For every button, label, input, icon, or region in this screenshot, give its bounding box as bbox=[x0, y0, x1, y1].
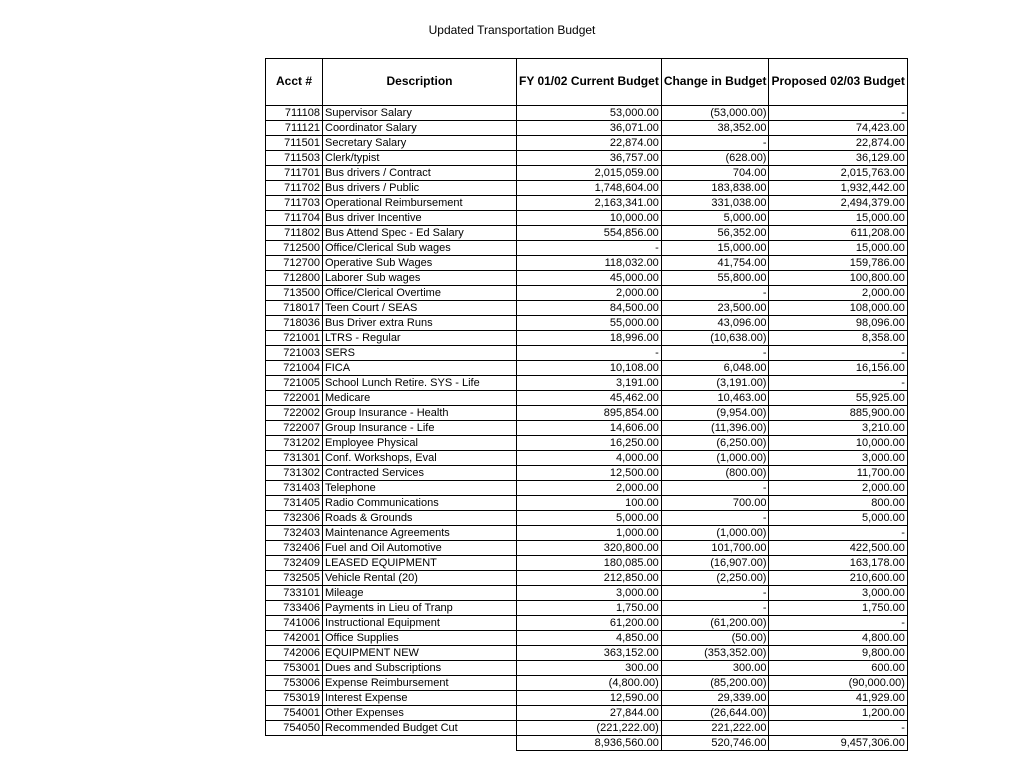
description-cell: SERS bbox=[323, 346, 517, 361]
description-cell: Office Supplies bbox=[323, 631, 517, 646]
acct-cell: 753006 bbox=[266, 676, 323, 691]
current-budget-cell: 18,996.00 bbox=[517, 331, 662, 346]
current-budget-cell: 10,108.00 bbox=[517, 361, 662, 376]
table-row bbox=[266, 316, 908, 331]
acct-cell: 712700 bbox=[266, 256, 323, 271]
proposed-budget-cell: 2,015,763.00 bbox=[769, 166, 907, 181]
table-row bbox=[266, 676, 908, 691]
totals-row bbox=[266, 736, 908, 751]
change-in-budget-cell: (628.00) bbox=[661, 151, 769, 166]
table-row bbox=[266, 361, 908, 376]
proposed-budget-cell: 3,210.00 bbox=[769, 421, 907, 436]
proposed-budget-cell: 10,000.00 bbox=[769, 436, 907, 451]
acct-cell: 731301 bbox=[266, 451, 323, 466]
current-budget-cell: 16,250.00 bbox=[517, 436, 662, 451]
change-in-budget-cell: 38,352.00 bbox=[661, 121, 769, 136]
current-budget-cell: 300.00 bbox=[517, 661, 662, 676]
proposed-budget-cell: 5,000.00 bbox=[769, 511, 907, 526]
table-row bbox=[266, 181, 908, 196]
change-in-budget-cell: (800.00) bbox=[661, 466, 769, 481]
table-row bbox=[266, 601, 908, 616]
table-row bbox=[266, 376, 908, 391]
acct-cell: 722001 bbox=[266, 391, 323, 406]
change-in-budget-cell: 55,800.00 bbox=[661, 271, 769, 286]
change-in-budget-cell: 23,500.00 bbox=[661, 301, 769, 316]
change-in-budget-cell: 700.00 bbox=[661, 496, 769, 511]
header-description: Description bbox=[323, 59, 517, 106]
change-in-budget-cell: - bbox=[661, 346, 769, 361]
table-row bbox=[266, 661, 908, 676]
description-cell: Other Expenses bbox=[323, 706, 517, 721]
table-row bbox=[266, 151, 908, 166]
acct-cell: 721004 bbox=[266, 361, 323, 376]
acct-cell: 731405 bbox=[266, 496, 323, 511]
description-cell: Clerk/typist bbox=[323, 151, 517, 166]
description-cell: Telephone bbox=[323, 481, 517, 496]
change-in-budget-cell: (2,250.00) bbox=[661, 571, 769, 586]
acct-cell: 733406 bbox=[266, 601, 323, 616]
proposed-budget-cell: - bbox=[769, 106, 907, 121]
acct-cell: 721001 bbox=[266, 331, 323, 346]
table-row bbox=[266, 271, 908, 286]
budget-rows bbox=[266, 106, 908, 736]
acct-cell: 731202 bbox=[266, 436, 323, 451]
acct-cell: 742001 bbox=[266, 631, 323, 646]
change-in-budget-cell: - bbox=[661, 601, 769, 616]
change-in-budget-cell: 43,096.00 bbox=[661, 316, 769, 331]
proposed-budget-cell: 1,750.00 bbox=[769, 601, 907, 616]
acct-cell: 718017 bbox=[266, 301, 323, 316]
table-row bbox=[266, 556, 908, 571]
acct-cell: 711108 bbox=[266, 106, 323, 121]
header-current-budget: FY 01/02 Current Budget bbox=[517, 59, 662, 106]
table-row bbox=[266, 286, 908, 301]
acct-cell: 732505 bbox=[266, 571, 323, 586]
acct-cell: 711702 bbox=[266, 181, 323, 196]
proposed-budget-cell: 15,000.00 bbox=[769, 241, 907, 256]
header-change-in-budget: Change in Budget bbox=[661, 59, 769, 106]
acct-cell: 733101 bbox=[266, 586, 323, 601]
description-cell: Bus drivers / Contract bbox=[323, 166, 517, 181]
acct-cell: 742006 bbox=[266, 646, 323, 661]
description-cell: Bus Attend Spec - Ed Salary bbox=[323, 226, 517, 241]
change-in-budget-cell: (6,250.00) bbox=[661, 436, 769, 451]
current-budget-cell: 180,085.00 bbox=[517, 556, 662, 571]
description-cell: FICA bbox=[323, 361, 517, 376]
current-budget-cell: 84,500.00 bbox=[517, 301, 662, 316]
proposed-budget-cell: 885,900.00 bbox=[769, 406, 907, 421]
change-in-budget-cell: 183,838.00 bbox=[661, 181, 769, 196]
change-in-budget-cell: (11,396.00) bbox=[661, 421, 769, 436]
current-budget-cell: 55,000.00 bbox=[517, 316, 662, 331]
acct-cell: 732406 bbox=[266, 541, 323, 556]
proposed-budget-cell: - bbox=[769, 721, 907, 736]
description-cell: Bus Driver extra Runs bbox=[323, 316, 517, 331]
description-cell: Maintenance Agreements bbox=[323, 526, 517, 541]
table-row bbox=[266, 136, 908, 151]
description-cell: Supervisor Salary bbox=[323, 106, 517, 121]
acct-cell: 722007 bbox=[266, 421, 323, 436]
description-cell: Interest Expense bbox=[323, 691, 517, 706]
acct-cell: 741006 bbox=[266, 616, 323, 631]
description-cell: Mileage bbox=[323, 586, 517, 601]
table-row bbox=[266, 106, 908, 121]
proposed-budget-cell: (90,000.00) bbox=[769, 676, 907, 691]
current-budget-cell: 12,500.00 bbox=[517, 466, 662, 481]
proposed-budget-cell: 41,929.00 bbox=[769, 691, 907, 706]
change-in-budget-cell: (9,954.00) bbox=[661, 406, 769, 421]
change-in-budget-cell: 101,700.00 bbox=[661, 541, 769, 556]
proposed-budget-cell: 210,600.00 bbox=[769, 571, 907, 586]
description-cell: Group Insurance - Health bbox=[323, 406, 517, 421]
proposed-budget-cell: 2,000.00 bbox=[769, 481, 907, 496]
table-row bbox=[266, 466, 908, 481]
header-row bbox=[266, 59, 908, 106]
current-budget-cell: 4,000.00 bbox=[517, 451, 662, 466]
document-title: Updated Transportation Budget bbox=[428, 23, 596, 37]
current-budget-cell: 2,015,059.00 bbox=[517, 166, 662, 181]
proposed-budget-cell: 98,096.00 bbox=[769, 316, 907, 331]
acct-cell: 721003 bbox=[266, 346, 323, 361]
current-budget-cell: 36,757.00 bbox=[517, 151, 662, 166]
current-budget-cell: - bbox=[517, 241, 662, 256]
table-row bbox=[266, 616, 908, 631]
description-cell: Bus drivers / Public bbox=[323, 181, 517, 196]
current-budget-cell: 45,462.00 bbox=[517, 391, 662, 406]
proposed-budget-cell: 15,000.00 bbox=[769, 211, 907, 226]
table-row bbox=[266, 451, 908, 466]
current-budget-cell: 1,750.00 bbox=[517, 601, 662, 616]
table-row bbox=[266, 391, 908, 406]
description-cell: Dues and Subscriptions bbox=[323, 661, 517, 676]
description-cell: Office/Clerical Overtime bbox=[323, 286, 517, 301]
current-budget-cell: 320,800.00 bbox=[517, 541, 662, 556]
change-in-budget-cell: 41,754.00 bbox=[661, 256, 769, 271]
change-in-budget-cell: - bbox=[661, 511, 769, 526]
current-budget-cell: 61,200.00 bbox=[517, 616, 662, 631]
current-budget-cell: 1,000.00 bbox=[517, 526, 662, 541]
change-in-budget-cell: 704.00 bbox=[661, 166, 769, 181]
acct-cell: 711704 bbox=[266, 211, 323, 226]
table-row bbox=[266, 196, 908, 211]
current-budget-cell: 3,000.00 bbox=[517, 586, 662, 601]
budget-table bbox=[265, 58, 908, 751]
current-budget-cell: 2,000.00 bbox=[517, 286, 662, 301]
acct-cell: 712800 bbox=[266, 271, 323, 286]
description-cell: Instructional Equipment bbox=[323, 616, 517, 631]
proposed-budget-cell: 600.00 bbox=[769, 661, 907, 676]
acct-cell: 731302 bbox=[266, 466, 323, 481]
acct-cell: 712500 bbox=[266, 241, 323, 256]
change-in-budget-cell: 15,000.00 bbox=[661, 241, 769, 256]
proposed-budget-cell: 800.00 bbox=[769, 496, 907, 511]
totals-blank-cell bbox=[266, 736, 323, 751]
change-in-budget-cell: (53,000.00) bbox=[661, 106, 769, 121]
description-cell: Vehicle Rental (20) bbox=[323, 571, 517, 586]
description-cell: Operational Reimbursement bbox=[323, 196, 517, 211]
description-cell: Roads & Grounds bbox=[323, 511, 517, 526]
current-budget-cell: 53,000.00 bbox=[517, 106, 662, 121]
proposed-budget-cell: 422,500.00 bbox=[769, 541, 907, 556]
proposed-budget-cell: 16,156.00 bbox=[769, 361, 907, 376]
table-row bbox=[266, 346, 908, 361]
proposed-budget-cell: 11,700.00 bbox=[769, 466, 907, 481]
proposed-budget-cell: 1,932,442.00 bbox=[769, 181, 907, 196]
proposed-budget-cell: 159,786.00 bbox=[769, 256, 907, 271]
table-row bbox=[266, 421, 908, 436]
proposed-budget-cell: 108,000.00 bbox=[769, 301, 907, 316]
current-budget-cell: 2,000.00 bbox=[517, 481, 662, 496]
proposed-budget-cell: 2,000.00 bbox=[769, 286, 907, 301]
current-budget-cell: 36,071.00 bbox=[517, 121, 662, 136]
table-row bbox=[266, 631, 908, 646]
current-budget-cell: 22,874.00 bbox=[517, 136, 662, 151]
proposed-budget-cell: - bbox=[769, 346, 907, 361]
description-cell: LTRS - Regular bbox=[323, 331, 517, 346]
proposed-budget-cell: 55,925.00 bbox=[769, 391, 907, 406]
description-cell: Conf. Workshops, Eval bbox=[323, 451, 517, 466]
proposed-budget-cell: 1,200.00 bbox=[769, 706, 907, 721]
acct-cell: 711121 bbox=[266, 121, 323, 136]
change-in-budget-cell: (353,352.00) bbox=[661, 646, 769, 661]
description-cell: Teen Court / SEAS bbox=[323, 301, 517, 316]
description-cell: Contracted Services bbox=[323, 466, 517, 481]
description-cell: Bus driver Incentive bbox=[323, 211, 517, 226]
acct-cell: 711503 bbox=[266, 151, 323, 166]
table-row bbox=[266, 541, 908, 556]
change-in-budget-cell: (61,200.00) bbox=[661, 616, 769, 631]
acct-cell: 718036 bbox=[266, 316, 323, 331]
change-in-budget-cell: 5,000.00 bbox=[661, 211, 769, 226]
table-row bbox=[266, 211, 908, 226]
total-change-in-budget: 520,746.00 bbox=[661, 736, 769, 751]
acct-cell: 754001 bbox=[266, 706, 323, 721]
change-in-budget-cell: (16,907.00) bbox=[661, 556, 769, 571]
table-row bbox=[266, 511, 908, 526]
acct-cell: 711501 bbox=[266, 136, 323, 151]
description-cell: Payments in Lieu of Tranp bbox=[323, 601, 517, 616]
table-row bbox=[266, 166, 908, 181]
current-budget-cell: 3,191.00 bbox=[517, 376, 662, 391]
change-in-budget-cell: (85,200.00) bbox=[661, 676, 769, 691]
current-budget-cell: 5,000.00 bbox=[517, 511, 662, 526]
table-row bbox=[266, 691, 908, 706]
acct-cell: 711701 bbox=[266, 166, 323, 181]
acct-cell: 722002 bbox=[266, 406, 323, 421]
change-in-budget-cell: 6,048.00 bbox=[661, 361, 769, 376]
change-in-budget-cell: (1,000.00) bbox=[661, 526, 769, 541]
acct-cell: 753019 bbox=[266, 691, 323, 706]
change-in-budget-cell: (50.00) bbox=[661, 631, 769, 646]
change-in-budget-cell: (10,638.00) bbox=[661, 331, 769, 346]
description-cell: LEASED EQUIPMENT bbox=[323, 556, 517, 571]
change-in-budget-cell: - bbox=[661, 586, 769, 601]
acct-cell: 731403 bbox=[266, 481, 323, 496]
change-in-budget-cell: (3,191.00) bbox=[661, 376, 769, 391]
table-row bbox=[266, 331, 908, 346]
description-cell: Laborer Sub wages bbox=[323, 271, 517, 286]
proposed-budget-cell: 2,494,379.00 bbox=[769, 196, 907, 211]
proposed-budget-cell: 74,423.00 bbox=[769, 121, 907, 136]
acct-cell: 732409 bbox=[266, 556, 323, 571]
description-cell: Fuel and Oil Automotive bbox=[323, 541, 517, 556]
change-in-budget-cell: - bbox=[661, 286, 769, 301]
table-row bbox=[266, 226, 908, 241]
change-in-budget-cell: (26,644.00) bbox=[661, 706, 769, 721]
table-row bbox=[266, 721, 908, 736]
table-row bbox=[266, 706, 908, 721]
table-row bbox=[266, 526, 908, 541]
description-cell: Radio Communications bbox=[323, 496, 517, 511]
change-in-budget-cell: (1,000.00) bbox=[661, 451, 769, 466]
header-acct: Acct # bbox=[266, 59, 323, 106]
current-budget-cell: 100.00 bbox=[517, 496, 662, 511]
proposed-budget-cell: 36,129.00 bbox=[769, 151, 907, 166]
table-row bbox=[266, 241, 908, 256]
table-row bbox=[266, 646, 908, 661]
acct-cell: 711802 bbox=[266, 226, 323, 241]
description-cell: Expense Reimbursement bbox=[323, 676, 517, 691]
table-row bbox=[266, 481, 908, 496]
table-row bbox=[266, 301, 908, 316]
current-budget-cell: (221,222.00) bbox=[517, 721, 662, 736]
proposed-budget-cell: 100,800.00 bbox=[769, 271, 907, 286]
description-cell: Employee Physical bbox=[323, 436, 517, 451]
description-cell: EQUIPMENT NEW bbox=[323, 646, 517, 661]
change-in-budget-cell: 29,339.00 bbox=[661, 691, 769, 706]
acct-cell: 732306 bbox=[266, 511, 323, 526]
acct-cell: 753001 bbox=[266, 661, 323, 676]
description-cell: Recommended Budget Cut bbox=[323, 721, 517, 736]
totals-blank-cell bbox=[323, 736, 517, 751]
total-current-budget: 8,936,560.00 bbox=[517, 736, 662, 751]
description-cell: School Lunch Retire. SYS - Life bbox=[323, 376, 517, 391]
current-budget-cell: 1,748,604.00 bbox=[517, 181, 662, 196]
current-budget-cell: 554,856.00 bbox=[517, 226, 662, 241]
table-row bbox=[266, 436, 908, 451]
change-in-budget-cell: 221,222.00 bbox=[661, 721, 769, 736]
proposed-budget-cell: 22,874.00 bbox=[769, 136, 907, 151]
table-row bbox=[266, 121, 908, 136]
table-row bbox=[266, 406, 908, 421]
current-budget-cell: 10,000.00 bbox=[517, 211, 662, 226]
change-in-budget-cell: - bbox=[661, 136, 769, 151]
current-budget-cell: (4,800.00) bbox=[517, 676, 662, 691]
description-cell: Group Insurance - Life bbox=[323, 421, 517, 436]
current-budget-cell: - bbox=[517, 346, 662, 361]
current-budget-cell: 27,844.00 bbox=[517, 706, 662, 721]
proposed-budget-cell: 163,178.00 bbox=[769, 556, 907, 571]
current-budget-cell: 45,000.00 bbox=[517, 271, 662, 286]
table-row bbox=[266, 571, 908, 586]
acct-cell: 754050 bbox=[266, 721, 323, 736]
proposed-budget-cell: - bbox=[769, 376, 907, 391]
acct-cell: 713500 bbox=[266, 286, 323, 301]
acct-cell: 732403 bbox=[266, 526, 323, 541]
current-budget-cell: 14,606.00 bbox=[517, 421, 662, 436]
table-row bbox=[266, 586, 908, 601]
change-in-budget-cell: 331,038.00 bbox=[661, 196, 769, 211]
header-proposed-budget: Proposed 02/03 Budget bbox=[769, 59, 907, 106]
current-budget-cell: 12,590.00 bbox=[517, 691, 662, 706]
proposed-budget-cell: 4,800.00 bbox=[769, 631, 907, 646]
proposed-budget-cell: 8,358.00 bbox=[769, 331, 907, 346]
proposed-budget-cell: 3,000.00 bbox=[769, 451, 907, 466]
proposed-budget-cell: - bbox=[769, 526, 907, 541]
current-budget-cell: 212,850.00 bbox=[517, 571, 662, 586]
acct-cell: 721005 bbox=[266, 376, 323, 391]
change-in-budget-cell: 300.00 bbox=[661, 661, 769, 676]
current-budget-cell: 895,854.00 bbox=[517, 406, 662, 421]
acct-cell: 711703 bbox=[266, 196, 323, 211]
description-cell: Coordinator Salary bbox=[323, 121, 517, 136]
table-row bbox=[266, 256, 908, 271]
description-cell: Secretary Salary bbox=[323, 136, 517, 151]
description-cell: Medicare bbox=[323, 391, 517, 406]
description-cell: Office/Clerical Sub wages bbox=[323, 241, 517, 256]
change-in-budget-cell: 56,352.00 bbox=[661, 226, 769, 241]
current-budget-cell: 2,163,341.00 bbox=[517, 196, 662, 211]
proposed-budget-cell: 9,800.00 bbox=[769, 646, 907, 661]
proposed-budget-cell: 3,000.00 bbox=[769, 586, 907, 601]
current-budget-cell: 4,850.00 bbox=[517, 631, 662, 646]
description-cell: Operative Sub Wages bbox=[323, 256, 517, 271]
proposed-budget-cell: 611,208.00 bbox=[769, 226, 907, 241]
change-in-budget-cell: 10,463.00 bbox=[661, 391, 769, 406]
current-budget-cell: 118,032.00 bbox=[517, 256, 662, 271]
current-budget-cell: 363,152.00 bbox=[517, 646, 662, 661]
proposed-budget-cell: - bbox=[769, 616, 907, 631]
change-in-budget-cell: - bbox=[661, 481, 769, 496]
total-proposed-budget: 9,457,306.00 bbox=[769, 736, 907, 751]
table-row bbox=[266, 496, 908, 511]
